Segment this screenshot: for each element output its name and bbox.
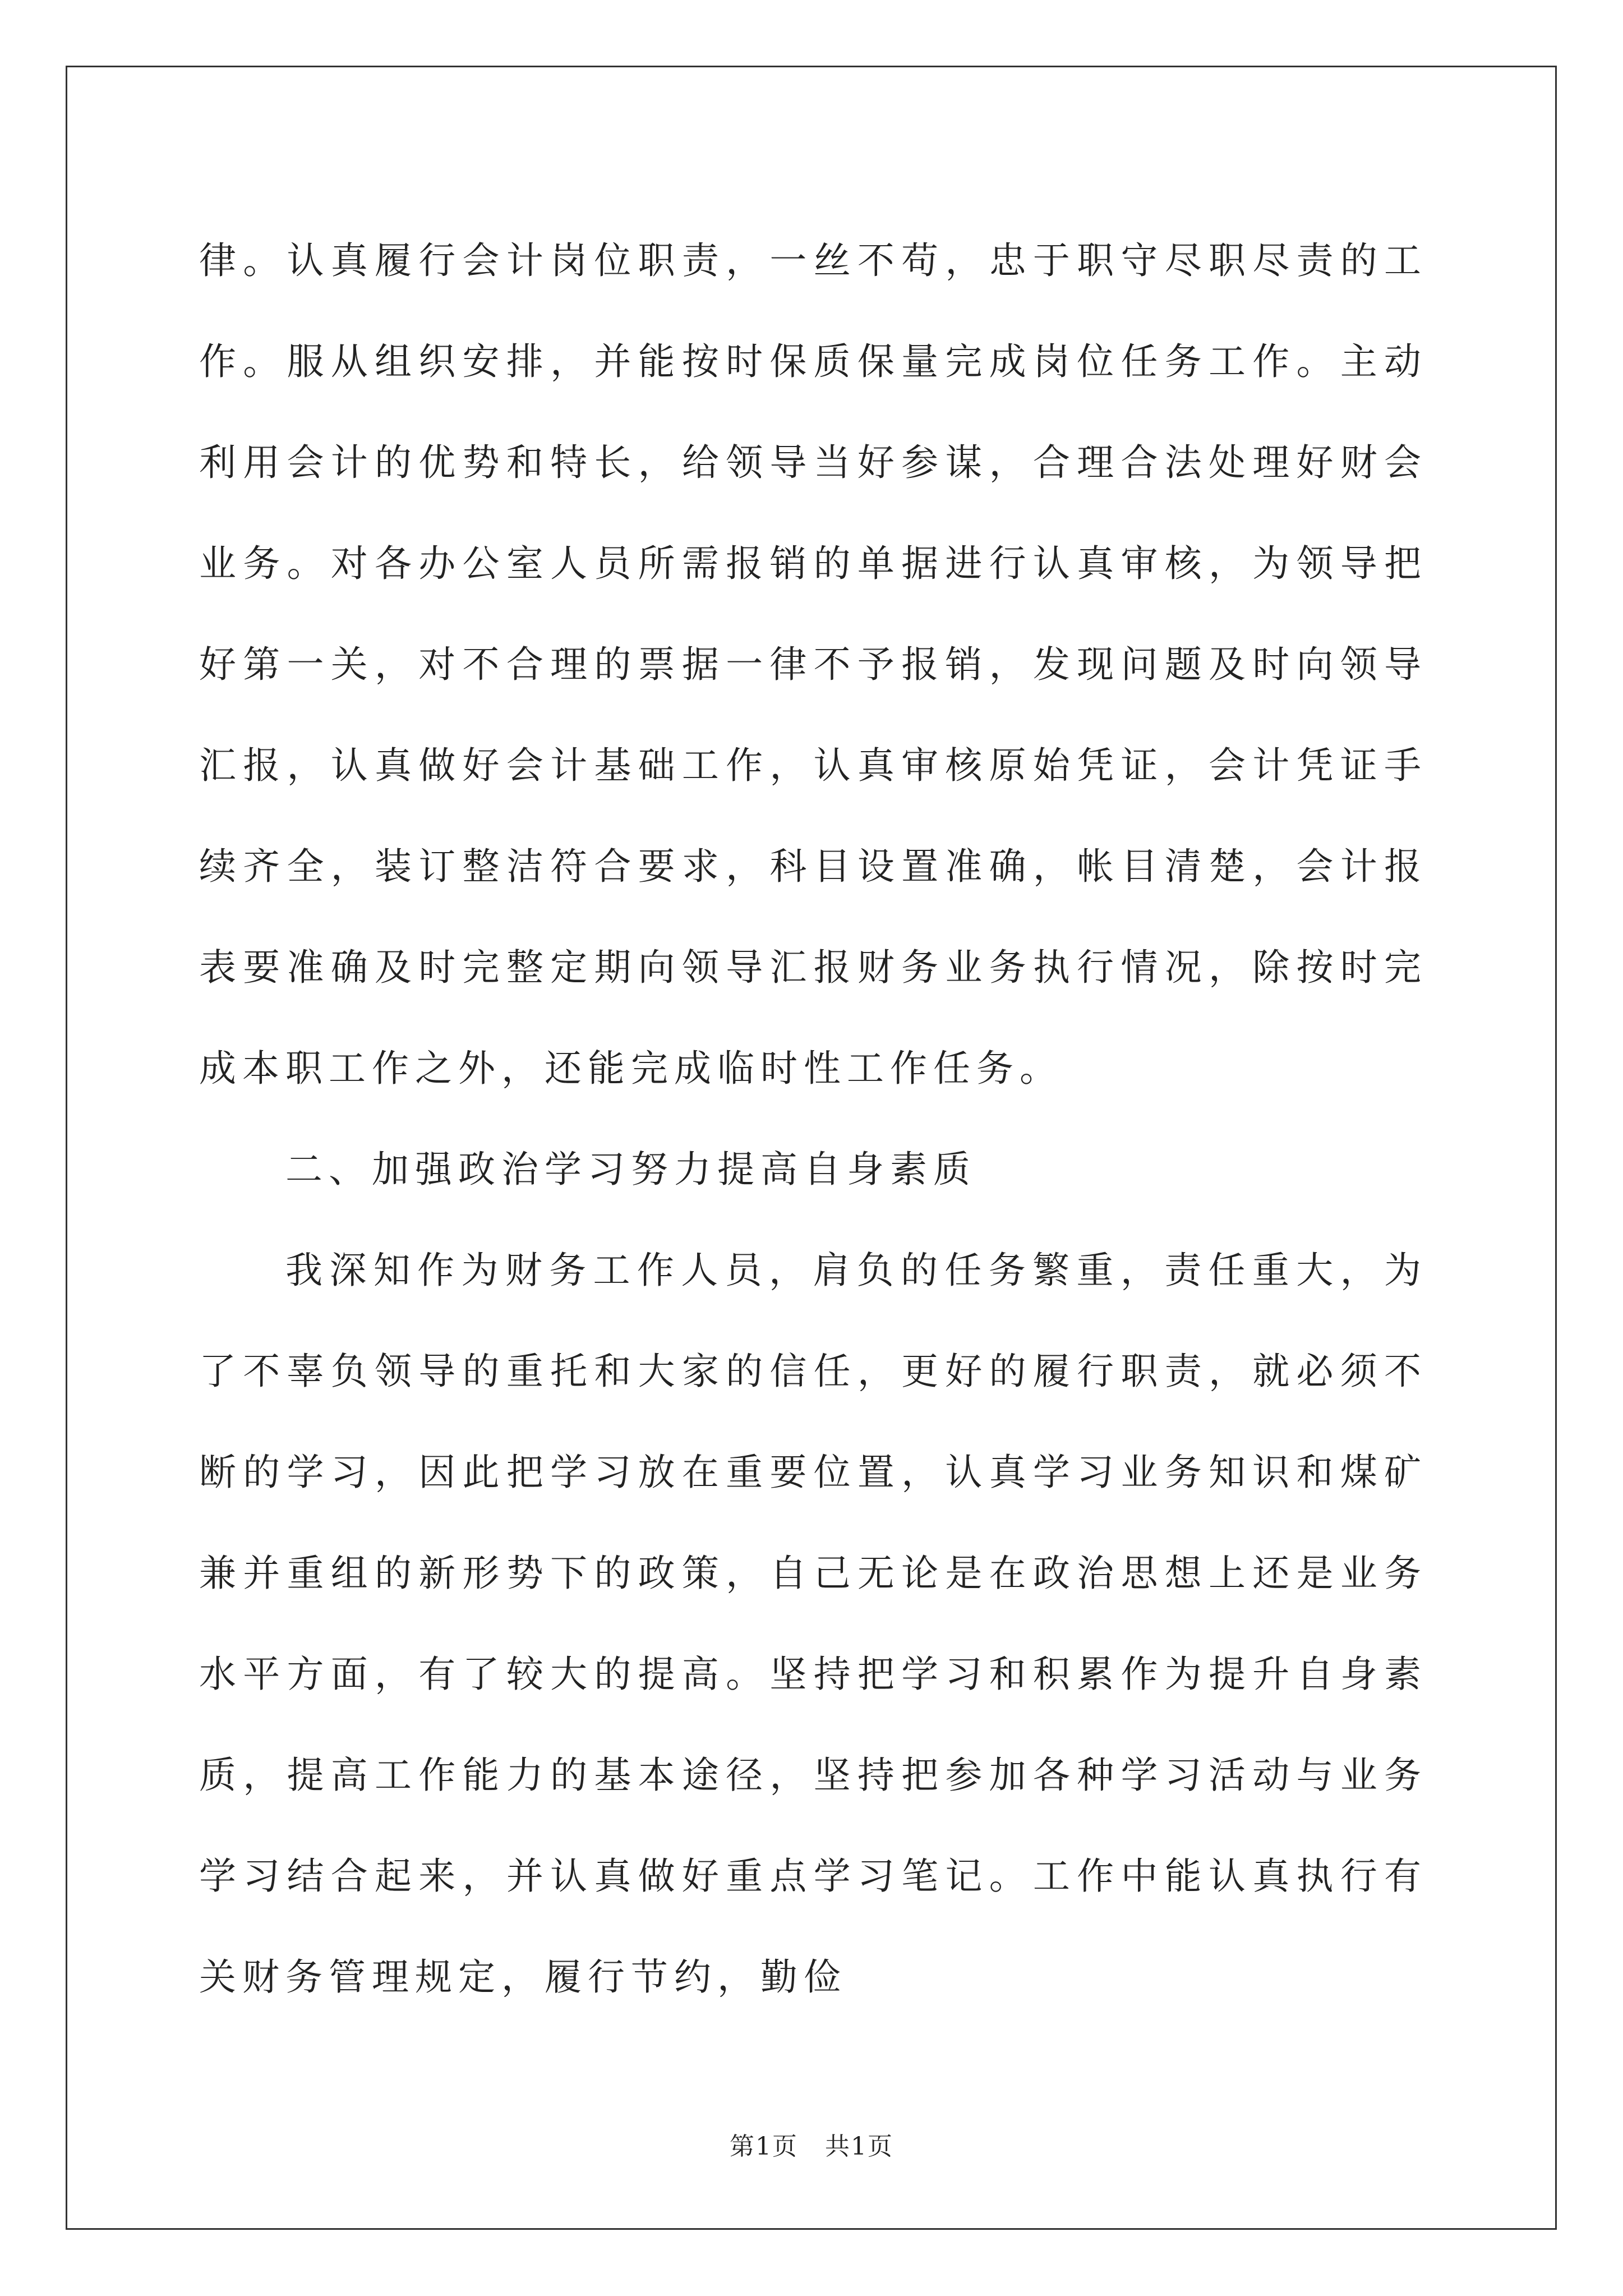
paragraph-study: 我深知作为财务工作人员，肩负的任务繁重，责任重大，为了不辜负领导的重托和大家的信任，更好的履行职责，就必须不断的学习，因此把学习放在重要位置，认真学习业务知识和煤矿兼并重组的新形势下的政策，自己无论是在政治思想上还是业务水平方面，有了较大的提高。坚持把学习和积累作为提升自身素质，提高工作能力的基本途径，坚持把参加各种学习活动与业务学习结合起来，并认真做好重点学习笔记。工作中能认真执行有关财务管理规定，履行节约，勤俭	[199, 1249, 1427, 1999]
page-footer	[0, 2126, 1623, 2162]
paragraph-duties: 律。认真履行会计岗位职责，一丝不苟，忠于职守尽职尽责的工作。服从组织安排，并能按时保质保量完成岗位任务工作。主动利用会计的优势和特长，给领导当好参谋，合理合法处理好财会业务。对各办公室人员所需报销的单据进行认真审核，为领导把好第一关，对不合理的票据一律不予报销，发现问题及时向领导汇报，认真做好会计基础工作，认真审核原始凭证，会计凭证手续齐全，装订整洁符合要求，科目设置准确，帐目清楚，会计报表要准确及时完整定期向领导汇报财务业务执行情况，除按时完成本职工作之外，还能完成临时性工作任务。	[199, 239, 1427, 1090]
page-number: 第1页	[730, 2132, 798, 2161]
document-body	[199, 210, 1427, 2028]
section-heading: 二、加强政治学习努力提高自身素质	[285, 1148, 976, 1191]
page-total: 共1页	[825, 2132, 893, 2161]
